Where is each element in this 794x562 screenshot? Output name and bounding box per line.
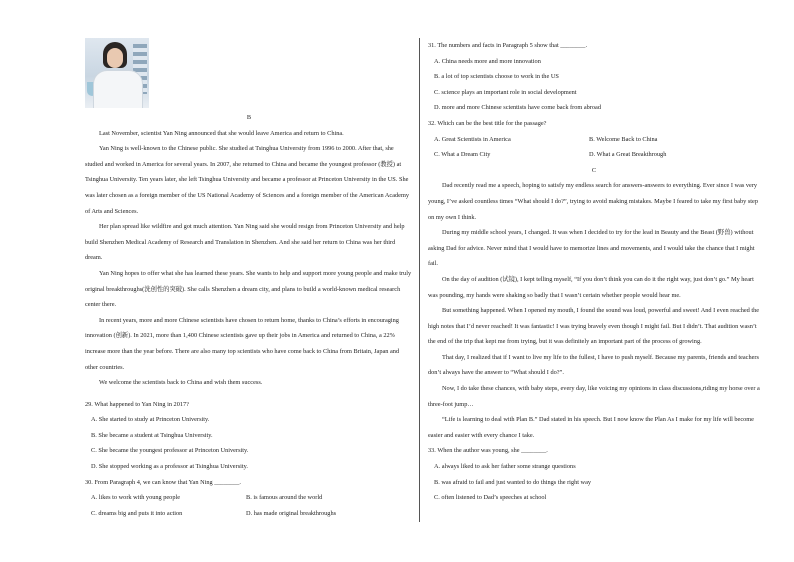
question-32-stem: 32. Which can be the best title for the passage? — [428, 119, 547, 127]
question-31-option[interactable]: C. science plays an important role in social development — [434, 88, 577, 96]
section-label-c: C — [591, 166, 597, 174]
passage-paragraph: But something happened. When I opened my mouth, I found the sound was loud, powerful and sweet! And I even reached the high notes that I’d never reached! It was fantastic! I was trying bravely even though I might fail. But I didn’t. That audition wasn’t the end of the trip that kept me from trying, but it was definitely an important part of the process of growing. — [428, 307, 760, 346]
question-30-options-row — [85, 490, 413, 506]
question-32-option-b[interactable]: B. Welcome Back to China — [589, 135, 658, 143]
question-32-option-a[interactable]: A. Great Scientists in America — [434, 135, 511, 143]
passage-paragraph: Her plan spread like wildfire and got much attention. Yan Ning said she would resign from Princeton University and help build Shenzhen Medical Academy of Research and Translation in Shenzhen. And she said her return to China was her third dream. — [85, 223, 405, 262]
question-33-option[interactable]: C. often listened to Dad’s speeches at school — [434, 494, 547, 502]
question-29-option[interactable]: A. She started to study at Princeton University. — [91, 416, 210, 424]
question-29-option[interactable]: B. She became a student at Tsinghua University. — [91, 431, 213, 439]
question-30-option-c[interactable]: C. dreams big and puts it into action — [91, 509, 183, 517]
passage-paragraph: During my middle school years, I changed. It was when I decided to try for the lead in Beauty and the Beast (野兽) without asking Dad for advice. Never mind that I would have to memorize lines and movements, and I would take the chance that I might fail. — [428, 229, 755, 268]
question-33-stem: 33. When the author was young, she ________. — [428, 447, 548, 455]
passage-paragraph: On the day of audition (试镜), I kept telling myself, “If you don’t think you can do it the right way, just don’t go.” My heart was pounding, my hands were shaking so badly that I wasn’t certain whether people would hear me. — [428, 275, 754, 299]
right-column — [428, 38, 760, 506]
question-31-option[interactable]: B. a lot of top scientists choose to work in the US — [434, 73, 559, 81]
passage-paragraph: We welcome the scientists back to China and wish them success. — [99, 379, 263, 387]
question-33-option[interactable]: B. was afraid to fail and just wanted to do things the right way — [434, 478, 592, 486]
passage-paragraph: In recent years, more and more Chinese scientists have chosen to return home, thanks to China’s efforts in encouraging innovation (创新). In 2021, more than 1,400 Chinese scientists gave up their jobs in America and returned to China, a 22% increase more than the year before. There are also many top scientists who have come back to China from Britain, Japan and other countries. — [85, 316, 400, 371]
question-30-option-a[interactable]: A. likes to work with young people — [91, 494, 181, 502]
question-29-stem: 29. What happened to Yan Ning in 2017? — [85, 400, 189, 408]
left-column — [85, 38, 413, 521]
question-30-option-b[interactable]: B. is famous around the world — [246, 494, 323, 502]
question-31-option[interactable]: A. China needs more and more innovation — [434, 57, 541, 65]
scientist-photo — [85, 38, 149, 108]
passage-paragraph: “Life is learning to deal with Plan B.” Dad stated in his speech. But I now know the Plan As I make for my life will become easier and easier with every chance I take. — [428, 416, 754, 439]
question-30-options-row — [85, 506, 413, 522]
question-32-options-row — [428, 147, 760, 163]
question-31-stem: 31. The numbers and facts in Paragraph 5 show that ________. — [428, 42, 588, 49]
passage-paragraph: Now, I do take these chances, with baby steps, every day, like voicing my opinions in class discussions,riding my horse over a three-foot jump… — [428, 385, 760, 408]
question-29-option[interactable]: C. She became the youngest professor at Princeton University. — [91, 447, 249, 455]
question-30-option-d[interactable]: D. has made original breakthroughs — [246, 509, 337, 517]
passage-paragraph: Last November, scientist Yan Ning announced that she would leave America and return to China. — [99, 129, 344, 137]
question-29-option[interactable]: D. She stopped working as a professor at Tsinghua University. — [91, 463, 248, 471]
question-30-stem: 30. From Paragraph 4, we can know that Yan Ning ________. — [85, 478, 242, 486]
column-divider — [419, 38, 420, 522]
passage-paragraph: Dad recently read me a speech, hoping to satisfy my endless search for answers-answers to everything. Ever since I was very young, I’ve asked countless times “What should I do?”, trying to avoid making mistakes. Maybe I feared to take my first baby step on my own I think. — [428, 182, 758, 221]
question-32-option-d[interactable]: D. What a Great Breakthrough — [589, 151, 667, 159]
question-32-options-row — [428, 132, 760, 148]
question-32-option-c[interactable]: C. What a Dream City — [434, 151, 491, 159]
passage-paragraph: Yan Ning hopes to offer what she has learned these years. She wants to help and support more young people and make truly original breakthroughs(洗创性的突破). She calls Shenzhen a dream city, and plans to build a world-known medical research center there. — [85, 269, 412, 309]
question-31-option[interactable]: D. more and more Chinese scientists have come back from abroad — [434, 104, 601, 112]
section-label-b: B — [246, 114, 252, 121]
passage-paragraph: That day, I realized that if I want to live my life to the fullest, I have to push myself. Because my parents, friends and teachers don’t always have the answer to “What should I do?”. — [428, 353, 759, 377]
question-33-option[interactable]: A. always liked to ask her father some strange questions — [434, 463, 576, 471]
passage-paragraph: Yan Ning is well-known to the Chinese public. She studied at Tsinghua University from 1996 to 2000. After that, she studied and worked in America for several years. In 2007, she returned to China and became the youngest professor (教授) at Tsinghua University. Ten years later, she left Tsinghua University and became a professor at Princeton University in the US. She was later chosen as a foreign member of the US National Academy of Sciences and a foreign member of the American Academy of Arts and Sciences. — [85, 145, 409, 215]
